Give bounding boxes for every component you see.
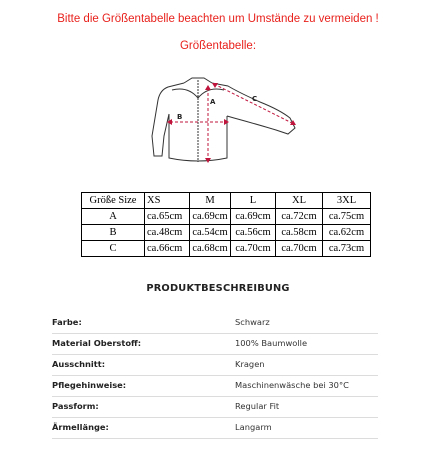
spec-value: 100% Baumwolle bbox=[235, 338, 308, 348]
spec-row-care bbox=[52, 375, 378, 397]
cell: ca.70cm bbox=[276, 241, 323, 257]
header-3xl: 3XL bbox=[323, 193, 371, 209]
size-table-header-row bbox=[82, 193, 371, 209]
spec-value: Langarm bbox=[235, 422, 272, 432]
cell: ca.65cm bbox=[145, 209, 190, 225]
size-notice: Bitte die Größentabelle beachten um Umstände zu vermeiden ! bbox=[57, 13, 379, 25]
cell: ca.72cm bbox=[276, 209, 323, 225]
size-table-row-a bbox=[82, 209, 371, 225]
cell: ca.68cm bbox=[190, 241, 231, 257]
spec-row-neckline bbox=[52, 354, 378, 376]
spec-label: Pflegehinweise: bbox=[52, 380, 127, 390]
cell: ca.54cm bbox=[190, 225, 231, 241]
spec-label: Material Oberstoff: bbox=[52, 338, 142, 348]
spec-row-material bbox=[52, 333, 378, 355]
spec-label: Ärmellänge: bbox=[52, 422, 109, 432]
spec-row-color bbox=[52, 312, 378, 334]
row-label: A bbox=[82, 209, 145, 225]
size-table-title: Größentabelle: bbox=[179, 40, 257, 52]
spec-label: Passform: bbox=[52, 401, 99, 411]
label-a: A bbox=[210, 98, 216, 106]
spec-label: Ausschnitt: bbox=[52, 359, 106, 369]
size-table-row-b bbox=[82, 225, 371, 241]
row-label: B bbox=[82, 225, 145, 241]
cell: ca.66cm bbox=[145, 241, 190, 257]
cell: ca.75cm bbox=[323, 209, 371, 225]
size-table bbox=[81, 192, 371, 257]
header-xs: XS bbox=[145, 193, 190, 209]
header-size: Größe Size bbox=[82, 193, 145, 209]
cell: ca.70cm bbox=[231, 241, 276, 257]
cell: ca.56cm bbox=[231, 225, 276, 241]
spec-value: Regular Fit bbox=[235, 401, 280, 411]
jacket-diagram bbox=[148, 74, 308, 174]
spec-label: Farbe: bbox=[52, 317, 82, 327]
cell: ca.58cm bbox=[276, 225, 323, 241]
cell: ca.48cm bbox=[145, 225, 190, 241]
spec-row-fit bbox=[52, 396, 378, 418]
spec-value: Kragen bbox=[235, 359, 265, 369]
header-l: L bbox=[231, 193, 276, 209]
size-table-row-c bbox=[82, 241, 371, 257]
cell: ca.69cm bbox=[231, 209, 276, 225]
header-xl: XL bbox=[276, 193, 323, 209]
product-description-title: PRODUKTBESCHREIBUNG bbox=[146, 283, 290, 294]
spec-value: Maschinenwäsche bei 30°C bbox=[235, 380, 349, 390]
cell: ca.62cm bbox=[323, 225, 371, 241]
spec-row-sleeve bbox=[52, 417, 378, 439]
label-c: C bbox=[252, 95, 258, 103]
cell: ca.69cm bbox=[190, 209, 231, 225]
cell: ca.73cm bbox=[323, 241, 371, 257]
row-label: C bbox=[82, 241, 145, 257]
label-b: B bbox=[177, 113, 183, 121]
spec-value: Schwarz bbox=[235, 317, 270, 327]
header-m: M bbox=[190, 193, 231, 209]
